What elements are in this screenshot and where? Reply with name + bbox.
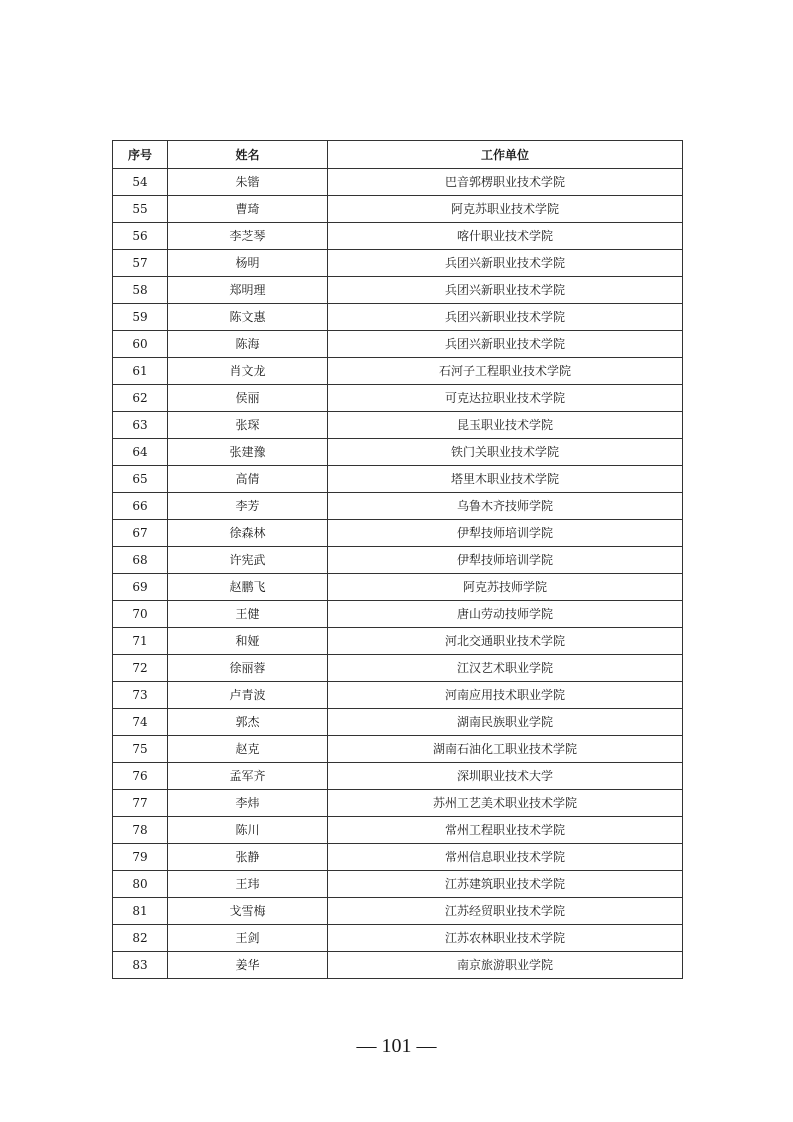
table-row: [113, 466, 683, 493]
table-row: [113, 520, 683, 547]
cell-name: 王剑: [168, 925, 328, 952]
cell-name: 张静: [168, 844, 328, 871]
cell-index: 61: [113, 358, 168, 385]
table-body: [113, 169, 683, 979]
cell-name: 许宪武: [168, 547, 328, 574]
cell-index: 82: [113, 925, 168, 952]
cell-name: 高倩: [168, 466, 328, 493]
table-row: [113, 709, 683, 736]
cell-name: 曹琦: [168, 196, 328, 223]
cell-name: 朱锴: [168, 169, 328, 196]
cell-name: 和娅: [168, 628, 328, 655]
cell-index: 68: [113, 547, 168, 574]
cell-workplace: 常州信息职业技术学院: [328, 844, 683, 871]
table-row: [113, 493, 683, 520]
cell-workplace: 江苏经贸职业技术学院: [328, 898, 683, 925]
cell-workplace: 湖南石油化工职业技术学院: [328, 736, 683, 763]
cell-workplace: 兵团兴新职业技术学院: [328, 277, 683, 304]
cell-workplace: 伊犁技师培训学院: [328, 520, 683, 547]
cell-index: 70: [113, 601, 168, 628]
cell-workplace: 苏州工艺美术职业技术学院: [328, 790, 683, 817]
table-row: [113, 628, 683, 655]
cell-name: 郭杰: [168, 709, 328, 736]
cell-workplace: 乌鲁木齐技师学院: [328, 493, 683, 520]
cell-index: 56: [113, 223, 168, 250]
cell-index: 80: [113, 871, 168, 898]
cell-name: 徐森林: [168, 520, 328, 547]
cell-name: 张琛: [168, 412, 328, 439]
cell-name: 卢青波: [168, 682, 328, 709]
table-row: [113, 898, 683, 925]
table-row: [113, 655, 683, 682]
cell-index: 67: [113, 520, 168, 547]
cell-index: 76: [113, 763, 168, 790]
cell-name: 李炜: [168, 790, 328, 817]
table-row: [113, 385, 683, 412]
cell-name: 肖文龙: [168, 358, 328, 385]
cell-index: 54: [113, 169, 168, 196]
cell-workplace: 南京旅游职业学院: [328, 952, 683, 979]
cell-name: 王玮: [168, 871, 328, 898]
cell-workplace: 河南应用技术职业学院: [328, 682, 683, 709]
cell-workplace: 兵团兴新职业技术学院: [328, 250, 683, 277]
cell-name: 赵鹏飞: [168, 574, 328, 601]
table-row: [113, 817, 683, 844]
cell-index: 64: [113, 439, 168, 466]
cell-index: 79: [113, 844, 168, 871]
cell-index: 78: [113, 817, 168, 844]
cell-name: 陈文惠: [168, 304, 328, 331]
cell-index: 63: [113, 412, 168, 439]
cell-name: 李芝琴: [168, 223, 328, 250]
cell-index: 62: [113, 385, 168, 412]
cell-name: 侯丽: [168, 385, 328, 412]
cell-workplace: 巴音郭楞职业技术学院: [328, 169, 683, 196]
cell-name: 戈雪梅: [168, 898, 328, 925]
table-row: [113, 250, 683, 277]
roster-table: [112, 140, 683, 979]
cell-name: 陈川: [168, 817, 328, 844]
cell-index: 72: [113, 655, 168, 682]
cell-index: 83: [113, 952, 168, 979]
cell-index: 75: [113, 736, 168, 763]
cell-index: 74: [113, 709, 168, 736]
cell-name: 姜华: [168, 952, 328, 979]
table-row: [113, 763, 683, 790]
cell-workplace: 喀什职业技术学院: [328, 223, 683, 250]
table-row: [113, 682, 683, 709]
cell-index: 60: [113, 331, 168, 358]
cell-index: 58: [113, 277, 168, 304]
table-row: [113, 952, 683, 979]
cell-workplace: 唐山劳动技师学院: [328, 601, 683, 628]
table-row: [113, 871, 683, 898]
cell-name: 王健: [168, 601, 328, 628]
header-workplace: 工作单位: [328, 141, 683, 169]
cell-workplace: 阿克苏技师学院: [328, 574, 683, 601]
cell-name: 李芳: [168, 493, 328, 520]
table-row: [113, 844, 683, 871]
cell-workplace: 兵团兴新职业技术学院: [328, 331, 683, 358]
table-row: [113, 223, 683, 250]
cell-workplace: 江苏建筑职业技术学院: [328, 871, 683, 898]
cell-workplace: 昆玉职业技术学院: [328, 412, 683, 439]
cell-name: 徐丽蓉: [168, 655, 328, 682]
table-row: [113, 277, 683, 304]
cell-workplace: 江汉艺术职业学院: [328, 655, 683, 682]
cell-index: 59: [113, 304, 168, 331]
table-row: [113, 439, 683, 466]
cell-index: 57: [113, 250, 168, 277]
cell-index: 55: [113, 196, 168, 223]
cell-name: 陈海: [168, 331, 328, 358]
cell-workplace: 石河子工程职业技术学院: [328, 358, 683, 385]
cell-workplace: 兵团兴新职业技术学院: [328, 304, 683, 331]
cell-workplace: 阿克苏职业技术学院: [328, 196, 683, 223]
cell-index: 71: [113, 628, 168, 655]
cell-name: 赵克: [168, 736, 328, 763]
cell-workplace: 湖南民族职业学院: [328, 709, 683, 736]
cell-workplace: 河北交通职业技术学院: [328, 628, 683, 655]
table-row: [113, 736, 683, 763]
cell-workplace: 深圳职业技术大学: [328, 763, 683, 790]
cell-index: 66: [113, 493, 168, 520]
table-row: [113, 790, 683, 817]
page-number: — 101 —: [356, 1035, 437, 1057]
cell-name: 郑明理: [168, 277, 328, 304]
table-row: [113, 358, 683, 385]
cell-name: 张建豫: [168, 439, 328, 466]
cell-workplace: 塔里木职业技术学院: [328, 466, 683, 493]
cell-workplace: 常州工程职业技术学院: [328, 817, 683, 844]
table-row: [113, 574, 683, 601]
table-row: [113, 304, 683, 331]
table-row: [113, 169, 683, 196]
cell-workplace: 可克达拉职业技术学院: [328, 385, 683, 412]
cell-name: 杨明: [168, 250, 328, 277]
header-index: 序号: [113, 141, 168, 169]
table-row: [113, 925, 683, 952]
cell-index: 65: [113, 466, 168, 493]
table-row: [113, 331, 683, 358]
table-row: [113, 412, 683, 439]
header-name: 姓名: [168, 141, 328, 169]
table-row: [113, 601, 683, 628]
table-header: [113, 141, 683, 169]
cell-workplace: 铁门关职业技术学院: [328, 439, 683, 466]
cell-index: 77: [113, 790, 168, 817]
table-row: [113, 196, 683, 223]
cell-index: 69: [113, 574, 168, 601]
cell-index: 81: [113, 898, 168, 925]
cell-name: 孟军齐: [168, 763, 328, 790]
cell-index: 73: [113, 682, 168, 709]
cell-workplace: 伊犁技师培训学院: [328, 547, 683, 574]
table-row: [113, 547, 683, 574]
cell-workplace: 江苏农林职业技术学院: [328, 925, 683, 952]
